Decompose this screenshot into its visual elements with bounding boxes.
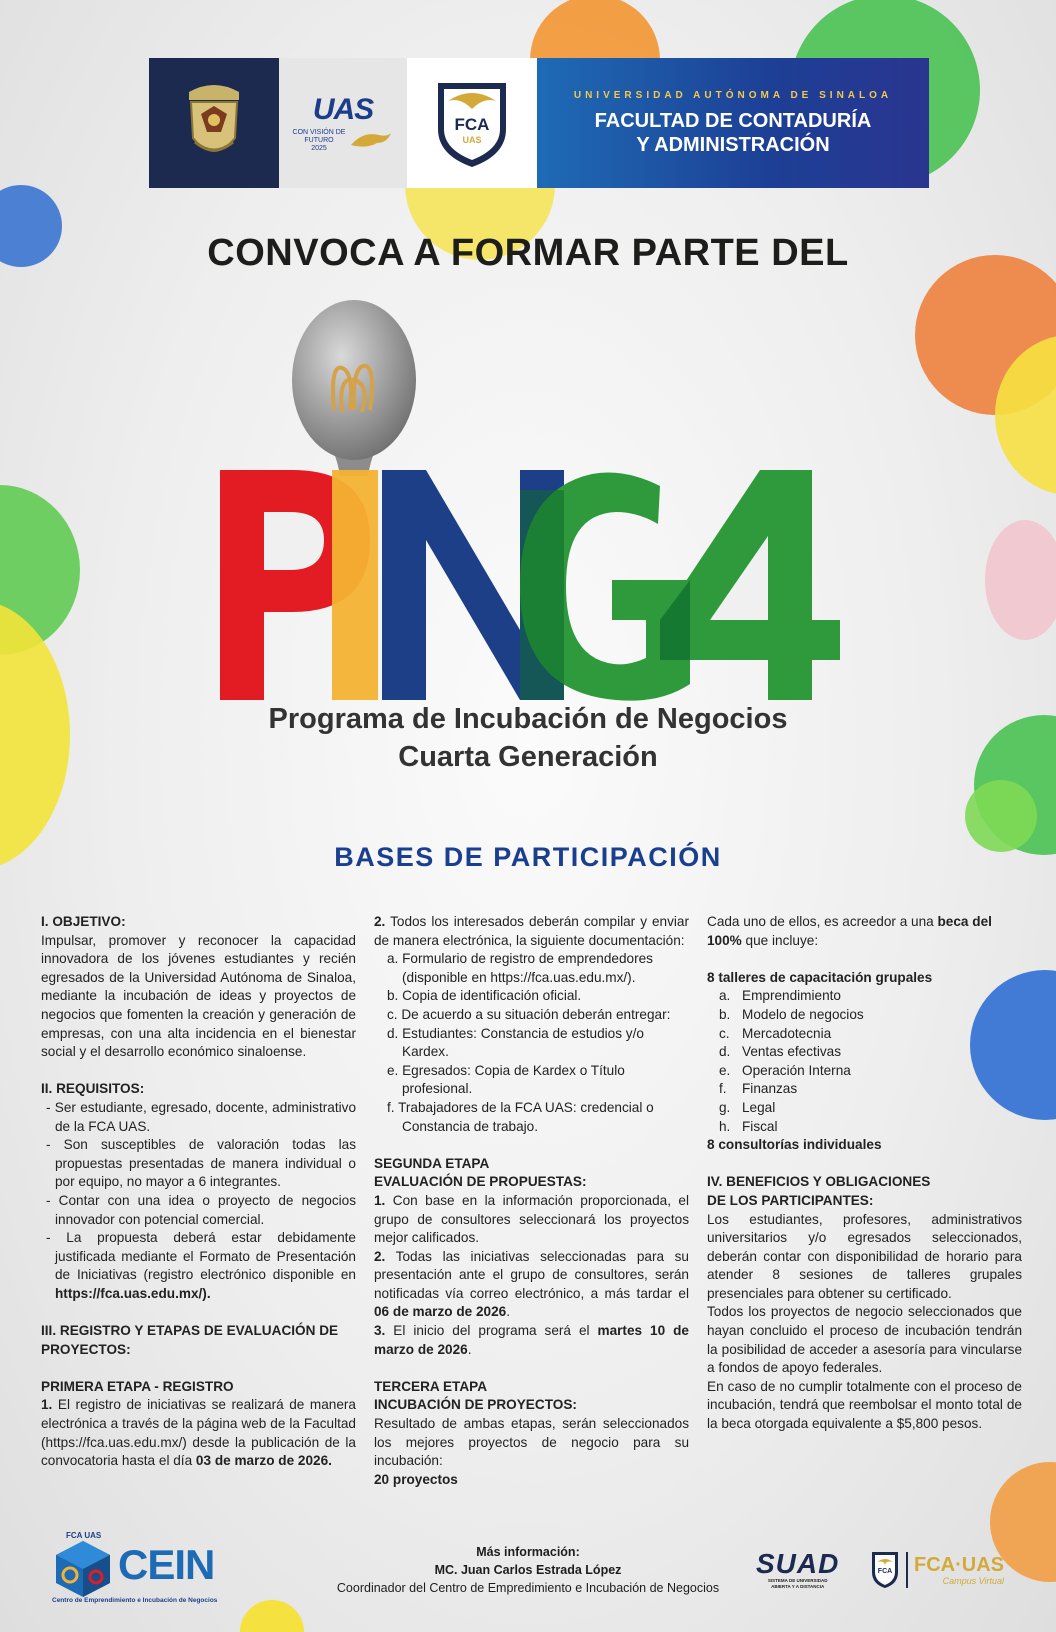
eagle-icon	[349, 129, 393, 151]
evaluacion-item	[374, 1192, 689, 1248]
beneficio-paragraph: Los estudiantes, profesores, administrativos universitarios y/o egresados seleccionados, deberán contar con disponibilidad de horario para atender 8 sesiones de talleres grupales presenciales para obtener su certificado.	[707, 1211, 1022, 1301]
university-name: UNIVERSIDAD AUTÓNOMA DE SINALOA	[573, 89, 893, 101]
fca-uas-wordmark: FCA·UAS	[914, 1554, 1004, 1576]
fca-uas-campus-logo	[870, 1550, 1004, 1590]
taller-letter: b.	[719, 1006, 731, 1022]
beca-text	[707, 913, 1022, 950]
taller-item	[707, 987, 1022, 1006]
taller-letter: c.	[719, 1025, 730, 1041]
taller-item	[707, 1025, 1022, 1044]
mas-informacion-label: Más información:	[476, 1545, 580, 1559]
taller-letter: h.	[719, 1118, 731, 1134]
item-number: 2.	[374, 1248, 386, 1264]
uas-logo: UAS	[312, 93, 374, 126]
segunda-etapa-heading: SEGUNDA ETAPA	[374, 1155, 490, 1171]
tercera-etapa-heading: TERCERA ETAPA	[374, 1378, 488, 1394]
beneficio-paragraph: En caso de no cumplir totalmente con el proceso de incubación, tendrá que reembolsar el monto total de la beca otorgada equivalente a $5,800 pesos.	[707, 1378, 1022, 1432]
requisito-item: - Contar con una idea o proyecto de negocios innovador con potencial comercial.	[46, 1192, 356, 1227]
decor-circle	[240, 1600, 304, 1632]
contact-role: Coordinador del Centro de Empredimiento e Incubación de Negocios	[336, 1581, 720, 1595]
beca-amount: beca del 100%	[707, 914, 992, 948]
documento-item: a. Formulario de registro de emprendedores (disponible en https://fca.uas.edu.mx/).	[387, 951, 653, 985]
documentacion-text: Todos los interesados deberán compilar y enviar de manera electrónica, la siguiente documentación:	[374, 914, 689, 948]
item-number: 1.	[41, 1397, 53, 1413]
letter-g	[520, 473, 690, 701]
evaluacion-text: Con base en la información proporcionada, el grupo de consultores seleccionará los proyectos mejor calificados.	[374, 1192, 689, 1246]
primera-etapa-text	[41, 1396, 356, 1470]
objetivo-text: Impulsar, promover y reconocer la capacidad innovadora de los jóvenes estudiantes y recién egresados de la Universidad Autónoma de Sinaloa, mediante la incubación de ideas y proyectos de negocios que fomenten la creación y generación de empresas, con una alta incidencia en el bienestar social y el desarrollo económico sinaloense.	[41, 932, 356, 1060]
faculty-panel	[537, 58, 929, 188]
taller-name: Fiscal	[742, 1118, 778, 1134]
cein-subtitle: Centro de Emprendimiento e Incubación de Negocios	[52, 1597, 218, 1604]
proyectos-count: 20 proyectos	[374, 1471, 458, 1487]
taller-item	[707, 1043, 1022, 1062]
faculty-name-line1: FACULTAD DE CONTADURÍA	[594, 109, 872, 132]
documentacion-intro	[374, 913, 689, 950]
taller-name: Finanzas	[742, 1081, 798, 1097]
decor-circle	[985, 520, 1056, 640]
fca-small-shield-icon	[870, 1550, 900, 1590]
registro-heading: III. REGISTRO Y ETAPAS DE EVALUACIÓN DE PROYECTOS:	[41, 1323, 339, 1357]
tercera-etapa-subheading: INCUBACIÓN DE PROYECTOS:	[374, 1397, 577, 1413]
item-number: 1.	[374, 1192, 386, 1208]
taller-letter: g.	[719, 1099, 731, 1115]
beneficios-subheading: DE LOS PARTICIPANTES:	[707, 1192, 874, 1208]
requisito-item	[41, 1229, 356, 1303]
fca-shield-logo	[432, 75, 512, 171]
documento-item: e. Egresados: Copia de Kardex o Título profesional.	[387, 1062, 625, 1097]
taller-name: Mercadotecnia	[742, 1025, 832, 1041]
documento-item: f. Trabajadores de la FCA UAS: credencial o Constancia de trabajo.	[387, 1099, 654, 1134]
objetivo-heading: I. OBJETIVO:	[41, 914, 126, 929]
item-number: 3.	[374, 1323, 386, 1339]
evaluacion-text: El inicio del programa será el	[385, 1323, 598, 1339]
uas-tagline: CON VISIÓN DE	[292, 129, 346, 136]
uas-seal-panel	[149, 58, 279, 188]
faculty-name-line2: Y ADMINISTRACIÓN	[636, 133, 830, 156]
talleres-heading: 8 talleres de capacitación grupales	[707, 969, 933, 985]
requisito-item: - Son susceptibles de valoración todas las propuestas presentadas de manera individual o por equipo, no mayor a 6 integrantes.	[46, 1137, 356, 1190]
taller-name: Ventas efectivas	[742, 1044, 841, 1060]
registro-deadline: 03 de marzo de 2026.	[195, 1453, 332, 1469]
taller-item	[707, 1006, 1022, 1025]
suad-subtitle: SISTEMA DE UNIVERSIDAD	[767, 1578, 828, 1583]
documento-item: c. De acuerdo a su situación deberán entregar:	[387, 1006, 671, 1022]
cein-wordmark: CEIN	[118, 1541, 215, 1588]
punctuation: .	[506, 1304, 511, 1320]
column-2	[374, 913, 689, 1489]
fca-shield-sub: UAS	[462, 135, 482, 145]
segunda-etapa-subheading: EVALUACIÓN DE PROPUESTAS:	[374, 1174, 587, 1190]
evaluacion-item	[374, 1248, 689, 1322]
beneficio-paragraph: Todos los proyectos de negocio seleccionados que hayan concluido el proceso de incubación tendrán la posibilidad de acceder a asesoría para vincularse a fondos de apoyo federales.	[707, 1304, 1022, 1376]
beca-intro: Cada uno de ellos, es acreedor a una	[707, 914, 938, 929]
taller-letter: d.	[719, 1044, 731, 1060]
column-3	[707, 913, 1022, 1434]
evaluacion-text: Todas las iniciativas seleccionadas para su presentación ante el grupo de consultores, serán notificadas vía correo electrónico, a más tardar el	[374, 1248, 689, 1301]
requisito-item: - Ser estudiante, egresado, docente, administrativo de la FCA UAS.	[46, 1099, 356, 1134]
cein-badge: FCA UAS	[66, 1531, 102, 1540]
requisito-text: - La propuesta deberá estar debidamente justificada mediante el Formato de Presentación de Iniciativas (registro electrónico disponible en	[46, 1230, 356, 1283]
consultorias-heading: 8 consultorías individuales	[707, 1137, 882, 1153]
column-1	[41, 913, 356, 1471]
item-number: 2.	[374, 914, 386, 929]
taller-name: Emprendimiento	[742, 988, 841, 1004]
fca-small-shield-text: FCA	[877, 1568, 893, 1575]
uas-tagline: 2025	[311, 145, 327, 152]
taller-item	[707, 1099, 1022, 1118]
headline: CONVOCA A FORMAR PARTE DEL	[207, 232, 849, 274]
fca-shield-text: FCA	[454, 115, 490, 134]
program-generation: Cuarta Generación	[398, 741, 658, 773]
taller-name: Modelo de negocios	[742, 1006, 864, 1022]
taller-name: Operación Interna	[742, 1062, 851, 1078]
header-banner	[149, 58, 929, 188]
ping4-logo	[220, 300, 860, 720]
uas-seal-logo	[181, 80, 247, 166]
notificacion-date: 06 de marzo de 2026	[374, 1304, 507, 1320]
uas-vision-panel	[279, 58, 407, 188]
suad-subtitle: ABIERTA Y A DISTANCIA	[771, 1584, 825, 1589]
section-title: BASES DE PARTICIPACIÓN	[334, 842, 722, 872]
primera-etapa-body: El registro de iniciativas se realizará de manera electrónica a través de la página web de la Facultad (https://fca.uas.edu.mx/) desde la publicación de la convocatoria hasta el día	[41, 1397, 356, 1469]
taller-letter: a.	[719, 988, 731, 1004]
documento-item: b. Copia de identificación oficial.	[387, 988, 582, 1004]
taller-letter: f.	[719, 1081, 727, 1097]
campus-virtual-label: Campus Virtual	[942, 1576, 1004, 1586]
taller-item	[707, 1062, 1022, 1081]
beca-end: que incluye:	[741, 932, 819, 948]
beneficios-heading: IV. BENEFICIOS Y OBLIGACIONES	[707, 1174, 931, 1190]
taller-letter: e.	[719, 1062, 731, 1078]
primera-etapa-heading: PRIMERA ETAPA - REGISTRO	[41, 1378, 234, 1394]
taller-item	[707, 1118, 1022, 1137]
taller-item	[707, 1080, 1022, 1099]
inicio-date: martes 10 de marzo de 2026	[374, 1323, 689, 1357]
registro-link[interactable]: https://fca.uas.edu.mx/).	[55, 1285, 211, 1301]
fca-shield-panel	[407, 58, 537, 188]
suad-wordmark: SUAD	[756, 1548, 840, 1579]
evaluacion-item	[374, 1322, 689, 1359]
punctuation: .	[467, 1341, 472, 1357]
requisitos-heading: II. REQUISITOS:	[41, 1081, 145, 1097]
program-name: Programa de Incubación de Negocios	[268, 703, 788, 735]
uas-tagline: FUTURO	[304, 137, 334, 144]
suad-logo	[756, 1550, 839, 1590]
divider	[906, 1552, 908, 1588]
taller-name: Legal	[742, 1099, 776, 1115]
letter-i	[332, 470, 378, 700]
tercera-etapa-text: Resultado de ambas etapas, serán seleccionados los mejores proyectos de negocio para su incubación:	[374, 1416, 689, 1469]
contact-name: MC. Juan Carlos Estrada López	[434, 1563, 622, 1577]
documento-item: d. Estudiantes: Constancia de estudios y/o Kardex.	[387, 1025, 644, 1060]
